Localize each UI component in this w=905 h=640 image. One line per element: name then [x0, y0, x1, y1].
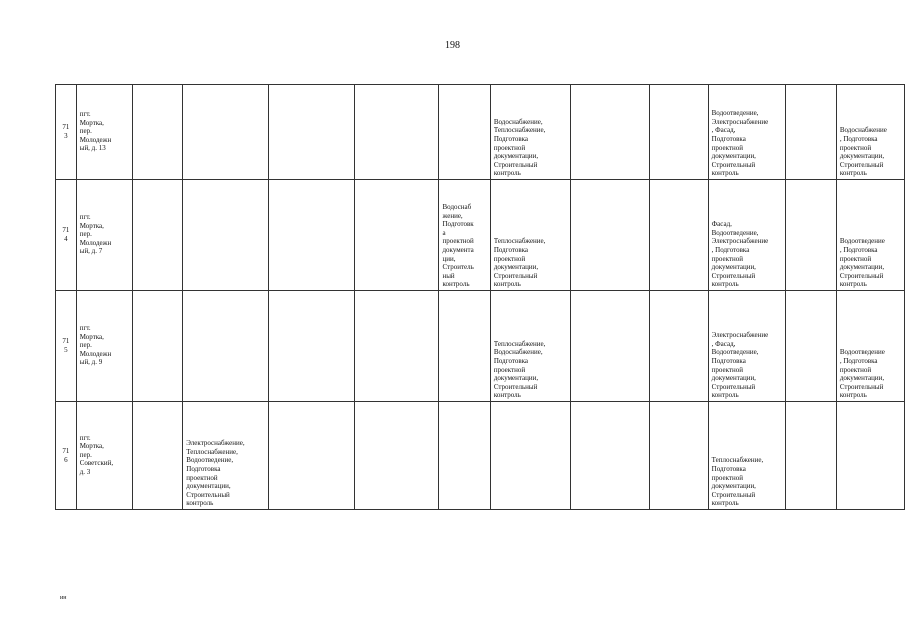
- works-cell: [269, 402, 355, 510]
- page-number: 198: [445, 40, 460, 51]
- works-cell: Теплоснабжение, Подготовка проектной документации, Строительный контроль: [708, 402, 785, 510]
- works-cell: [570, 180, 649, 291]
- works-cell: [354, 85, 439, 180]
- works-cell: [785, 402, 836, 510]
- works-cell: Электроснабжение, Теплоснабжение, Водоотведение, Подготовка проектной документации, Строительный контроль: [183, 402, 269, 510]
- works-cell: Водоснаб жение, Подготовк а проектной документа ции, Строитель ный контроль: [439, 180, 490, 291]
- works-cell: [570, 85, 649, 180]
- works-cell: [649, 85, 708, 180]
- corner-mark: ин: [60, 595, 67, 601]
- works-cell: [785, 291, 836, 402]
- works-cell: [269, 180, 355, 291]
- works-cell: [133, 85, 183, 180]
- works-cell: [439, 85, 490, 180]
- program-table: [55, 84, 905, 510]
- works-cell: [133, 291, 183, 402]
- table-row: [56, 85, 905, 180]
- table-row: [56, 180, 905, 291]
- works-cell: [785, 85, 836, 180]
- works-cell: Водоснабжение, Теплоснабжение, Подготовка проектной документации, Строительный контроль: [490, 85, 570, 180]
- row-number: 71 3: [56, 85, 77, 180]
- works-cell: Теплоснабжение, Водоснабжение, Подготовка проектной документации, Строительный контроль: [490, 291, 570, 402]
- address-cell: пгт. Мортка, пер. Советский, д. 3: [76, 402, 132, 510]
- works-cell: Водоотведение , Подготовка проектной документации, Строительный контроль: [836, 291, 904, 402]
- works-cell: Электроснабжение , Фасад, Водоотведение, Подготовка проектной документации, Строительный контроль: [708, 291, 785, 402]
- works-cell: Теплоснабжение, Подготовка проектной документации, Строительный контроль: [490, 180, 570, 291]
- works-cell: [649, 291, 708, 402]
- works-cell: Водоснабжение , Подготовка проектной документации, Строительный контроль: [836, 85, 904, 180]
- works-cell: [836, 402, 904, 510]
- works-cell: [649, 180, 708, 291]
- row-number: 71 6: [56, 402, 77, 510]
- works-cell: [183, 180, 269, 291]
- works-cell: [269, 85, 355, 180]
- address-cell: пгт. Мортка, пер. Молодежн ый, д. 9: [76, 291, 132, 402]
- table-row: [56, 402, 905, 510]
- works-cell: Водоотведение, Электроснабжение , Фасад, Подготовка проектной документации, Строительный контроль: [708, 85, 785, 180]
- row-number: 71 4: [56, 180, 77, 291]
- works-cell: [269, 291, 355, 402]
- works-cell: [439, 291, 490, 402]
- works-cell: [490, 402, 570, 510]
- works-cell: Фасад, Водоотведение, Электроснабжение , Подготовка проектной документации, Строительный контроль: [708, 180, 785, 291]
- works-cell: [183, 85, 269, 180]
- works-cell: [354, 180, 439, 291]
- address-cell: пгт. Мортка, пер. Молодежн ый, д. 7: [76, 180, 132, 291]
- row-number: 71 5: [56, 291, 77, 402]
- works-cell: [133, 402, 183, 510]
- works-cell: Водоотведение , Подготовка проектной документации, Строительный контроль: [836, 180, 904, 291]
- works-cell: [439, 402, 490, 510]
- table-body: [56, 85, 905, 510]
- works-cell: [354, 291, 439, 402]
- address-cell: пгт. Мортка, пер. Молодежн ый, д. 13: [76, 85, 132, 180]
- works-cell: [354, 402, 439, 510]
- works-cell: [133, 180, 183, 291]
- works-cell: [649, 402, 708, 510]
- table-row: [56, 291, 905, 402]
- works-cell: [570, 402, 649, 510]
- works-cell: [183, 291, 269, 402]
- works-cell: [570, 291, 649, 402]
- works-cell: [785, 180, 836, 291]
